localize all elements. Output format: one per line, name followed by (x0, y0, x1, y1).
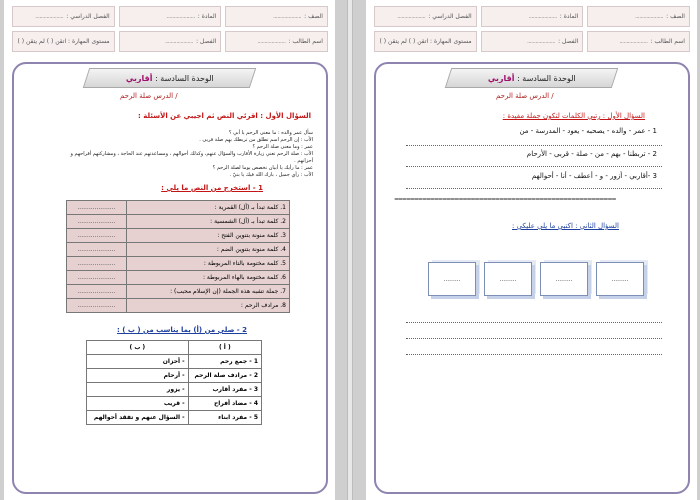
match-item-b[interactable]: - يزور (87, 383, 189, 397)
match-item-b[interactable]: - أرحام (87, 369, 189, 383)
extract-question: 5. كلمة مختومة بالتاء المربوطة : (126, 257, 289, 271)
unit-banner: الوحدة السادسة : أقاربي (83, 68, 256, 88)
extract-table (66, 200, 290, 313)
answer-line-3[interactable] (406, 188, 662, 189)
semester-field[interactable]: الفصل الدراسي : .................... (374, 6, 477, 27)
extract-section-title: 1 - استخرج من النص ما يلي : (161, 184, 263, 192)
extract-row (67, 229, 290, 243)
match-row (87, 355, 262, 369)
match-row (87, 411, 262, 425)
match-item-b[interactable]: - أحزان (87, 355, 189, 369)
extract-answer[interactable]: .................... (67, 285, 127, 299)
sentence-1: 1 - عمر - والده - يصحبه - يعود - المدرسة - من (519, 127, 657, 135)
column-b-header: ( ب ) (87, 341, 189, 355)
extract-answer[interactable]: .................... (67, 271, 127, 285)
extract-answer[interactable]: .................... (67, 215, 127, 229)
subject-field[interactable]: المادة : .................... (481, 6, 584, 27)
header-grid (12, 6, 328, 52)
unit-banner: الوحدة السادسة : أقاربي (445, 68, 618, 88)
match-item-a[interactable]: 2 - مرادف صلة الرحم (188, 369, 261, 383)
match-table-header (87, 341, 262, 355)
extract-row (67, 243, 290, 257)
extract-answer[interactable]: .................... (67, 257, 127, 271)
extract-question: 8. مرادف الرحم : (126, 299, 289, 313)
section-separator: ======================================================= (394, 196, 616, 203)
match-item-a[interactable]: 5 - مفرد ابناء (188, 411, 261, 425)
extract-question: 1. كلمة تبدأ بـ (أل) القمرية : (126, 201, 289, 215)
reading-passage: سأل عمر والده : ما معنى الرحم يا أبي ؟ الأب : إن الرحم اسم تطلق من تربطك بهم صلة قربى . عمر : وما معنى صلة الرحم ؟ الأب : صلة الرحم تعني زيارة الأقارب والسؤال عنهم، وكذلك أحوالهم ، ومساعدتهم عند الحاجة ، ومشاركتهم أفراحهم و أحزانهم . عمر : ما رأيك يا أبيان نخصص يوما لصلة الرحم ؟ الأب : رأي جميل ، بارك الله فيك يا بنيّ . (70, 130, 313, 178)
answer-line-2[interactable] (406, 166, 662, 167)
match-row (87, 397, 262, 411)
grade-field[interactable]: الصف : .................... (225, 6, 328, 27)
extract-answer[interactable]: .................... (67, 201, 127, 215)
match-table (86, 340, 262, 425)
worksheet-page-right (366, 0, 697, 500)
extract-answer[interactable]: .................... (67, 299, 127, 313)
answer-box-3[interactable]: ......... (540, 262, 588, 296)
class-field[interactable]: الفصل : .................... (119, 31, 222, 52)
extract-question: 7. جملة تشبه هذه الجملة (إن الإسلام محبب) : (126, 285, 289, 299)
sentence-3: 3 -أقاربي - أزور - و - أعطف - أنا - أحوالهم (531, 172, 657, 180)
writing-line-2[interactable] (406, 338, 662, 339)
match-item-a[interactable]: 4 - مضاد أفراح (188, 397, 261, 411)
question-1-title: السؤال الأول : رتبي الكلمات لتكون جملة مفيدة : (502, 112, 645, 120)
match-item-b[interactable]: - السؤال عنهم و تفقد أحوالهم (87, 411, 189, 425)
extract-question: 3. كلمة منونة بتنوين الفتح : (126, 229, 289, 243)
lesson-title: / الدرس صلة الرحم (120, 92, 178, 100)
match-row (87, 383, 262, 397)
semester-field[interactable]: الفصل الدراسي : .................... (12, 6, 115, 27)
worksheet-page-left (4, 0, 335, 500)
header-grid (374, 6, 690, 52)
grade-field[interactable]: الصف : .................... (587, 6, 690, 27)
extract-question: 6. كلمة مختومة بالهاء المربوطة : (126, 271, 289, 285)
extract-table-body (67, 201, 290, 313)
extract-question: 2. كلمة تبدأ بـ (أل) الشمسية : (126, 215, 289, 229)
match-item-b[interactable]: - قريب (87, 397, 189, 411)
sentence-2: 2 - تربطنا - بهم - من - صلة - قربى - الأرحام (526, 150, 657, 158)
extract-answer[interactable]: .................... (67, 229, 127, 243)
student-name-field[interactable]: اسم الطالب : .................... (587, 31, 690, 52)
page-divider (347, 0, 353, 500)
match-section-title: 2 - صلي من (أ) بما يناسب من ( ب ) : (117, 326, 247, 334)
answer-line-1[interactable] (406, 145, 662, 146)
question-1-title: السؤال الأول : اقرئي النص ثم اجيبي عن الأسئلة : (138, 112, 311, 120)
extract-row (67, 285, 290, 299)
writing-line-3[interactable] (406, 354, 662, 355)
student-name-field[interactable]: اسم الطالب : .................... (225, 31, 328, 52)
match-item-a[interactable]: 3 - مفرد أقارب (188, 383, 261, 397)
skill-level-field[interactable]: مستوى المهارة : اتقن ( ) لم يتقن ( ) (374, 31, 477, 52)
extract-row (67, 257, 290, 271)
class-field[interactable]: الفصل : .................... (481, 31, 584, 52)
extract-row (67, 271, 290, 285)
match-row (87, 369, 262, 383)
answer-box-1[interactable]: ......... (428, 262, 476, 296)
extract-row (67, 299, 290, 313)
match-table-body (87, 355, 262, 425)
lesson-title: / الدرس صلة الرحم (496, 92, 554, 100)
answer-box-2[interactable]: ......... (484, 262, 532, 296)
extract-row (67, 201, 290, 215)
column-a-header: ( أ ) (188, 341, 261, 355)
subject-field[interactable]: المادة : .................... (119, 6, 222, 27)
skill-level-field[interactable]: مستوى المهارة : اتقن ( ) لم يتقن ( ) (12, 31, 115, 52)
extract-row (67, 215, 290, 229)
answer-box-4[interactable]: ......... (596, 262, 644, 296)
extract-question: 4. كلمة منونة بتنوين الضم : (126, 243, 289, 257)
writing-line-1[interactable] (406, 322, 662, 323)
extract-answer[interactable]: .................... (67, 243, 127, 257)
question-2-title: السؤال الثاني : اكتبي ما يلي عليكي : (512, 222, 619, 230)
match-item-a[interactable]: 1 - جمع رحم (188, 355, 261, 369)
